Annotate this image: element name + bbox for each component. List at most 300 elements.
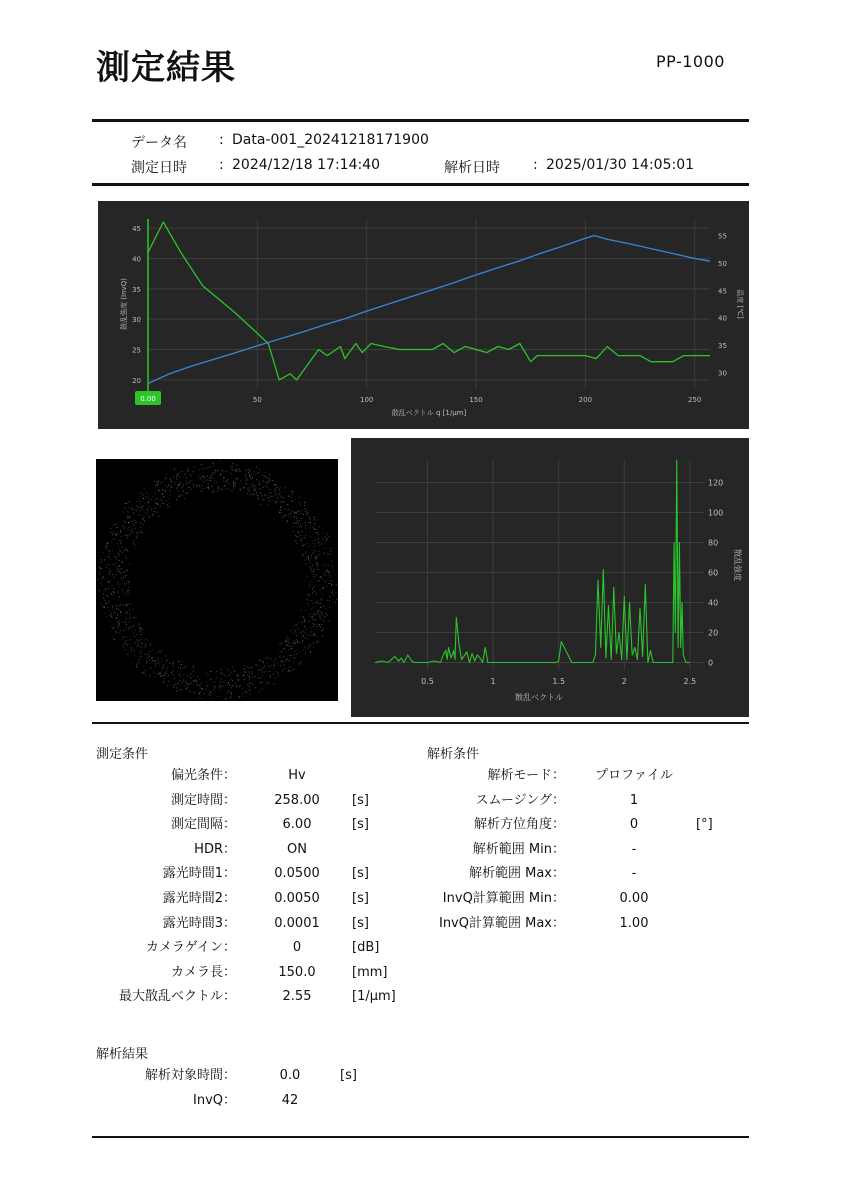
speckle [208, 489, 209, 490]
speckle [119, 560, 120, 561]
speckle [127, 654, 128, 655]
y2-tick-label: 35 [718, 342, 727, 351]
speckle [286, 641, 287, 642]
speckle [128, 512, 129, 513]
top-rule [92, 119, 749, 122]
speckle [128, 604, 129, 605]
speckle [323, 629, 324, 630]
speckle [238, 478, 239, 479]
speckle [315, 529, 316, 530]
speckle [138, 626, 139, 627]
speckle [133, 532, 134, 533]
speckle [313, 643, 314, 644]
speckle [252, 684, 253, 685]
speckle [232, 685, 233, 686]
speckle [160, 482, 161, 483]
speckle [234, 486, 235, 487]
speckle [299, 497, 300, 498]
speckle [281, 491, 282, 492]
speckle [309, 516, 310, 517]
speckle [187, 492, 188, 493]
speckle [298, 532, 299, 533]
speckle [311, 628, 312, 629]
speckle [297, 642, 298, 643]
speckle [198, 698, 199, 699]
speckle [139, 627, 140, 628]
speckle [104, 600, 105, 601]
speckle [121, 579, 122, 580]
speckle [128, 587, 129, 588]
speckle [194, 668, 195, 669]
speckle [127, 603, 128, 604]
speckle [213, 463, 214, 464]
speckle [214, 689, 215, 690]
speckle [123, 572, 124, 573]
speckle [309, 614, 310, 615]
speckle [252, 477, 253, 478]
speckle [279, 490, 280, 491]
speckle [134, 520, 135, 521]
condition-label: カメラ長： [170, 964, 236, 980]
analysis-condition-row [0, 890, 848, 908]
speckle [297, 521, 298, 522]
speckle [249, 683, 250, 684]
speckle [208, 483, 209, 484]
condition-value: 0.0001 [274, 915, 320, 931]
speckle [312, 571, 313, 572]
x-tick-label: 200 [578, 396, 593, 404]
speckle [153, 514, 154, 515]
speckle [126, 613, 127, 614]
speckle [235, 483, 236, 484]
speckle [160, 506, 161, 507]
speckle [310, 585, 311, 586]
speckle [316, 642, 317, 643]
speckle [116, 632, 117, 633]
speckle [229, 683, 230, 684]
speckle [314, 576, 315, 577]
speckle [115, 557, 116, 558]
speckle [98, 563, 99, 564]
speckle [132, 509, 133, 510]
speckle [136, 522, 137, 523]
speckle [143, 494, 144, 495]
speckle [99, 572, 100, 573]
speckle [293, 526, 294, 527]
speckle [117, 527, 118, 528]
speckle [259, 481, 260, 482]
speckle [197, 684, 198, 685]
speckle [316, 539, 317, 540]
speckle [106, 595, 107, 596]
speckle [315, 532, 316, 533]
speckle [301, 518, 302, 519]
speckle [134, 642, 135, 643]
speckle [233, 666, 234, 667]
y-tick-label: 0 [708, 658, 714, 668]
speckle [169, 663, 170, 664]
speckle [119, 623, 120, 624]
speckle [258, 670, 259, 671]
speckle [298, 664, 299, 665]
speckle [192, 480, 193, 481]
speckle [293, 491, 294, 492]
speckle [328, 572, 329, 573]
x-tick-label: 100 [359, 396, 374, 404]
speckle [264, 672, 265, 673]
speckle [310, 651, 311, 652]
speckle [110, 593, 111, 594]
speckle [299, 632, 300, 633]
speckle [275, 495, 276, 496]
speckle [275, 658, 276, 659]
speckle [128, 539, 129, 540]
condition-value: 0.0050 [274, 891, 320, 906]
speckle [108, 550, 109, 551]
speckle [111, 616, 112, 617]
speckle [140, 530, 141, 531]
speckle [230, 692, 231, 693]
speckle [119, 569, 120, 570]
speckle [117, 584, 118, 585]
speckle [269, 671, 270, 672]
speckle [152, 645, 153, 646]
speckle [226, 471, 227, 472]
speckle [242, 688, 243, 689]
speckle [158, 490, 159, 491]
speckle [183, 674, 184, 675]
speckle [249, 686, 250, 687]
speckle [203, 481, 204, 482]
speckle [222, 673, 223, 674]
speckle [128, 535, 129, 536]
speckle [320, 607, 321, 608]
speckle [151, 499, 152, 500]
speckle [246, 666, 247, 667]
speckle [265, 671, 266, 672]
speckle [254, 490, 255, 491]
analysis-condition-value: 0 [629, 817, 639, 833]
speckle [305, 560, 306, 561]
speckle [227, 693, 228, 694]
speckle [127, 518, 128, 519]
speckle [191, 476, 192, 477]
speckle [259, 691, 260, 692]
speckle [256, 492, 257, 493]
speckle [207, 685, 208, 686]
speckle [181, 664, 182, 665]
speckle [114, 578, 115, 579]
condition-unit: [mm] [352, 964, 388, 980]
speckle [133, 513, 134, 514]
speckle [200, 684, 201, 685]
speckle [312, 616, 313, 617]
speckle [128, 590, 129, 591]
speckle [118, 600, 119, 601]
speckle [273, 674, 274, 675]
speckle [301, 661, 302, 662]
speckle [138, 532, 139, 533]
speckle [152, 657, 153, 658]
speckle [169, 503, 170, 504]
speckle [201, 698, 202, 699]
speckle [222, 470, 223, 471]
speckle [134, 548, 135, 549]
speckle [272, 496, 273, 497]
speckle [295, 624, 296, 625]
speckle [144, 670, 145, 671]
x-tick-label: 50 [252, 396, 262, 404]
speckle [218, 491, 219, 492]
speckle [210, 679, 211, 680]
speckle [139, 522, 140, 523]
speckle [231, 473, 232, 474]
speckle [316, 575, 317, 576]
speckle [110, 532, 111, 533]
speckle [323, 620, 324, 621]
result-row [0, 1092, 848, 1110]
speckle [190, 683, 191, 684]
speckle [194, 466, 195, 467]
speckle [274, 491, 275, 492]
speckle [99, 574, 100, 575]
speckle [131, 651, 132, 652]
speckle [218, 471, 219, 472]
speckle [221, 674, 222, 675]
speckle [250, 493, 251, 494]
speckle [326, 540, 327, 541]
speckle [289, 660, 290, 661]
speckle [329, 583, 330, 584]
speckle [109, 621, 110, 622]
speckle [132, 627, 133, 628]
condition-label: 測定時間： [170, 792, 236, 808]
speckle [252, 671, 253, 672]
speckle [135, 528, 136, 529]
speckle [240, 696, 241, 697]
speckle [336, 584, 337, 585]
speckle [154, 481, 155, 482]
speckle [279, 488, 280, 489]
speckle [321, 630, 322, 631]
speckle [119, 620, 120, 621]
y-tick-label: 40 [708, 598, 719, 608]
speckle [110, 558, 111, 559]
speckle [222, 686, 223, 687]
speckle [187, 470, 188, 471]
speckle [281, 660, 282, 661]
speckle [125, 576, 126, 577]
speckle [296, 654, 297, 655]
speckle [112, 550, 113, 551]
speckle [113, 627, 114, 628]
speckle [158, 663, 159, 664]
speckle [238, 675, 239, 676]
speckle [320, 618, 321, 619]
speckle [323, 574, 324, 575]
speckle [291, 513, 292, 514]
speckle [202, 480, 203, 481]
speckle [155, 499, 156, 500]
speckle [154, 672, 155, 673]
speckle [321, 577, 322, 578]
speckle [281, 644, 282, 645]
speckle [330, 577, 331, 578]
speckle [141, 506, 142, 507]
speckle [290, 509, 291, 510]
analysis-condition-row [0, 915, 848, 933]
speckle [138, 642, 139, 643]
speckle [260, 669, 261, 670]
speckle [152, 515, 153, 516]
speckle [104, 591, 105, 592]
speckle [111, 614, 112, 615]
speckle [283, 664, 284, 665]
speckle [315, 520, 316, 521]
speckle [170, 490, 171, 491]
speckle [139, 514, 140, 515]
measure-datetime-label: 測定日時 [131, 160, 187, 176]
speckle [174, 678, 175, 679]
speckle [231, 694, 232, 695]
speckle [255, 687, 256, 688]
speckle [145, 492, 146, 493]
speckle [125, 522, 126, 523]
speckle [136, 640, 137, 641]
result-label: 解析対象時間： [144, 1068, 236, 1083]
speckle [120, 543, 121, 544]
speckle [281, 651, 282, 652]
speckle [115, 534, 116, 535]
speckle [164, 503, 165, 504]
speckle [279, 494, 280, 495]
speckle [311, 572, 312, 573]
speckle [254, 494, 255, 495]
speckle [162, 490, 163, 491]
speckle [294, 640, 295, 641]
speckle [123, 550, 124, 551]
y-axis-label: 散乱強度 [733, 549, 742, 581]
analysis-datetime-sep: : [533, 157, 538, 173]
speckle [318, 624, 319, 625]
analysis-condition-value: - [631, 841, 637, 857]
speckle [130, 618, 131, 619]
speckle [298, 511, 299, 512]
speckle [128, 522, 129, 523]
speckle [109, 574, 110, 575]
speckle [120, 603, 121, 604]
speckle [291, 516, 292, 517]
speckle [252, 667, 253, 668]
speckle [105, 548, 106, 549]
speckle [244, 480, 245, 481]
speckle [255, 488, 256, 489]
speckle [121, 562, 122, 563]
speckle [227, 479, 228, 480]
speckle [120, 532, 121, 533]
speckle [123, 647, 124, 648]
speckle [167, 686, 168, 687]
speckle [235, 469, 236, 470]
speckle [159, 650, 160, 651]
speckle [122, 552, 123, 553]
speckle [213, 478, 214, 479]
speckle [213, 490, 214, 491]
speckle [208, 695, 209, 696]
x-tick-label: 1.5 [552, 677, 566, 686]
speckle [127, 537, 128, 538]
speckle [250, 485, 251, 486]
speckle [127, 517, 128, 518]
speckle [160, 498, 161, 499]
speckle [282, 661, 283, 662]
speckle [288, 649, 289, 650]
speckle [249, 490, 250, 491]
speckle [141, 493, 142, 494]
speckle [104, 598, 105, 599]
speckle [268, 682, 269, 683]
speckle [159, 665, 160, 666]
speckle [128, 529, 129, 530]
speckle [298, 523, 299, 524]
speckle [174, 687, 175, 688]
speckle [289, 666, 290, 667]
speckle [162, 668, 163, 669]
speckle [305, 508, 306, 509]
speckle [268, 497, 269, 498]
speckle [313, 619, 314, 620]
speckle [318, 610, 319, 611]
speckle [299, 502, 300, 503]
speckle [216, 482, 217, 483]
speckle [303, 616, 304, 617]
speckle [329, 571, 330, 572]
speckle [277, 487, 278, 488]
speckle [117, 543, 118, 544]
speckle [128, 618, 129, 619]
speckle [269, 497, 270, 498]
speckle [162, 493, 163, 494]
speckle [116, 557, 117, 558]
speckle [162, 482, 163, 483]
speckle [298, 629, 299, 630]
speckle [247, 488, 248, 489]
speckle [259, 468, 260, 469]
speckle [221, 669, 222, 670]
speckle [263, 487, 264, 488]
speckle [172, 663, 173, 664]
condition-unit: [1/μm] [352, 989, 396, 1005]
speckle [318, 565, 319, 566]
speckle [277, 672, 278, 673]
speckle [315, 624, 316, 625]
speckle [134, 655, 135, 656]
speckle [148, 501, 149, 502]
speckle [270, 667, 271, 668]
speckle [169, 506, 170, 507]
speckle [207, 487, 208, 488]
y2-tick-label: 50 [718, 259, 727, 268]
analysis-condition-value: 1 [629, 792, 639, 808]
speckle [122, 605, 123, 606]
speckle [101, 559, 102, 560]
speckle [314, 634, 315, 635]
speckle [102, 578, 103, 579]
speckle [331, 592, 332, 593]
speckle [234, 671, 235, 672]
speckle [325, 575, 326, 576]
speckle [259, 483, 260, 484]
